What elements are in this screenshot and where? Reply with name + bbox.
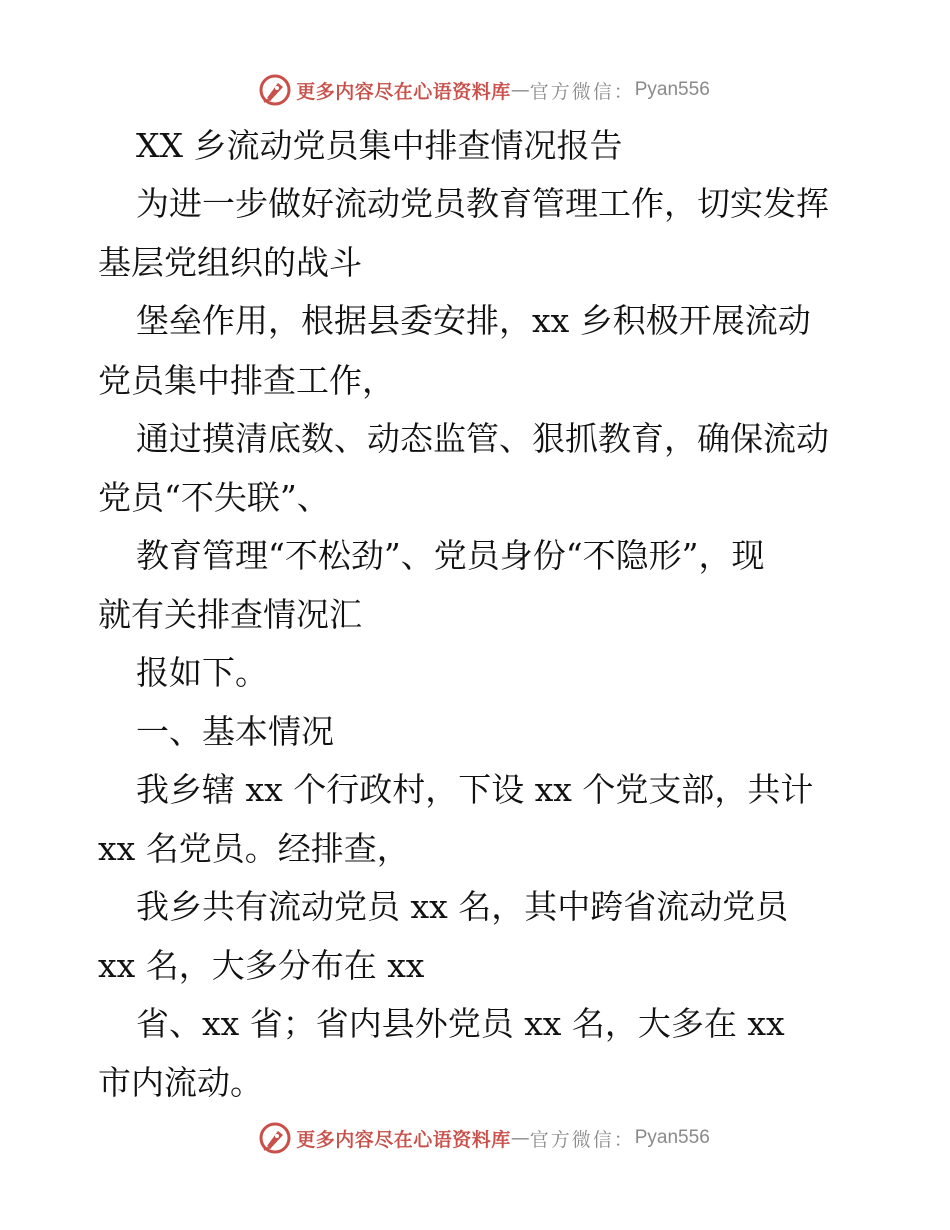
pen-nib-circle-icon: [258, 73, 292, 107]
section-heading-basic: 一、基本情况: [136, 712, 334, 751]
watermark-footer: [0, 1118, 950, 1158]
paragraph-line-14: xx 名，大多分布在 xx: [98, 946, 425, 985]
paragraph-line-12: xx 名党员。经排查，: [98, 829, 410, 868]
paragraph-line-16: 市内流动。: [98, 1063, 263, 1102]
paragraph-line-6: 党员“不失联”、: [98, 478, 330, 517]
paragraph-line-8: 就有关排查情况汇: [98, 595, 362, 634]
watermark-header: [0, 70, 950, 110]
watermark-wechat-id: Pyan556: [634, 1127, 710, 1148]
watermark-official-label: 官方微信：: [529, 1128, 635, 1151]
paragraph-line-3: 堡垒作用，根据县委安排，xx 乡积极开展流动: [136, 301, 811, 340]
pen-nib-circle-icon: [258, 1121, 292, 1155]
paragraph-line-1: 为进一步做好流动党员教育管理工作，切实发挥: [136, 184, 829, 223]
paragraph-line-2: 基层党组织的战斗: [98, 243, 362, 282]
paragraph-line-7: 教育管理“不松劲”、党员身份“不隐形”，现: [136, 536, 765, 575]
paragraph-line-9: 报如下。: [136, 653, 268, 692]
watermark-site-name: 更多内容尽在心语资料库: [296, 1128, 511, 1151]
watermark-content: [258, 73, 710, 107]
paragraph-line-5: 通过摸清底数、动态监管、狠抓教育，确保流动: [136, 419, 829, 458]
paragraph-line-11: 我乡辖 xx 个行政村，下设 xx 个党支部，共计: [136, 770, 814, 809]
paragraph-line-13: 我乡共有流动党员 xx 名，其中跨省流动党员: [136, 887, 789, 926]
watermark-dash: —: [510, 79, 530, 101]
document-title: XX 乡流动党员集中排查情况报告: [136, 126, 623, 165]
watermark-dash: —: [510, 1127, 530, 1149]
watermark-content: [258, 1121, 710, 1155]
paragraph-line-15: 省、xx 省；省内县外党员 xx 名，大多在 xx: [136, 1004, 785, 1043]
paragraph-line-4: 党员集中排查工作，: [98, 361, 395, 400]
watermark-wechat-id: Pyan556: [634, 79, 710, 100]
watermark-official-label: 官方微信：: [529, 80, 635, 103]
watermark-site-name: 更多内容尽在心语资料库: [296, 80, 511, 103]
